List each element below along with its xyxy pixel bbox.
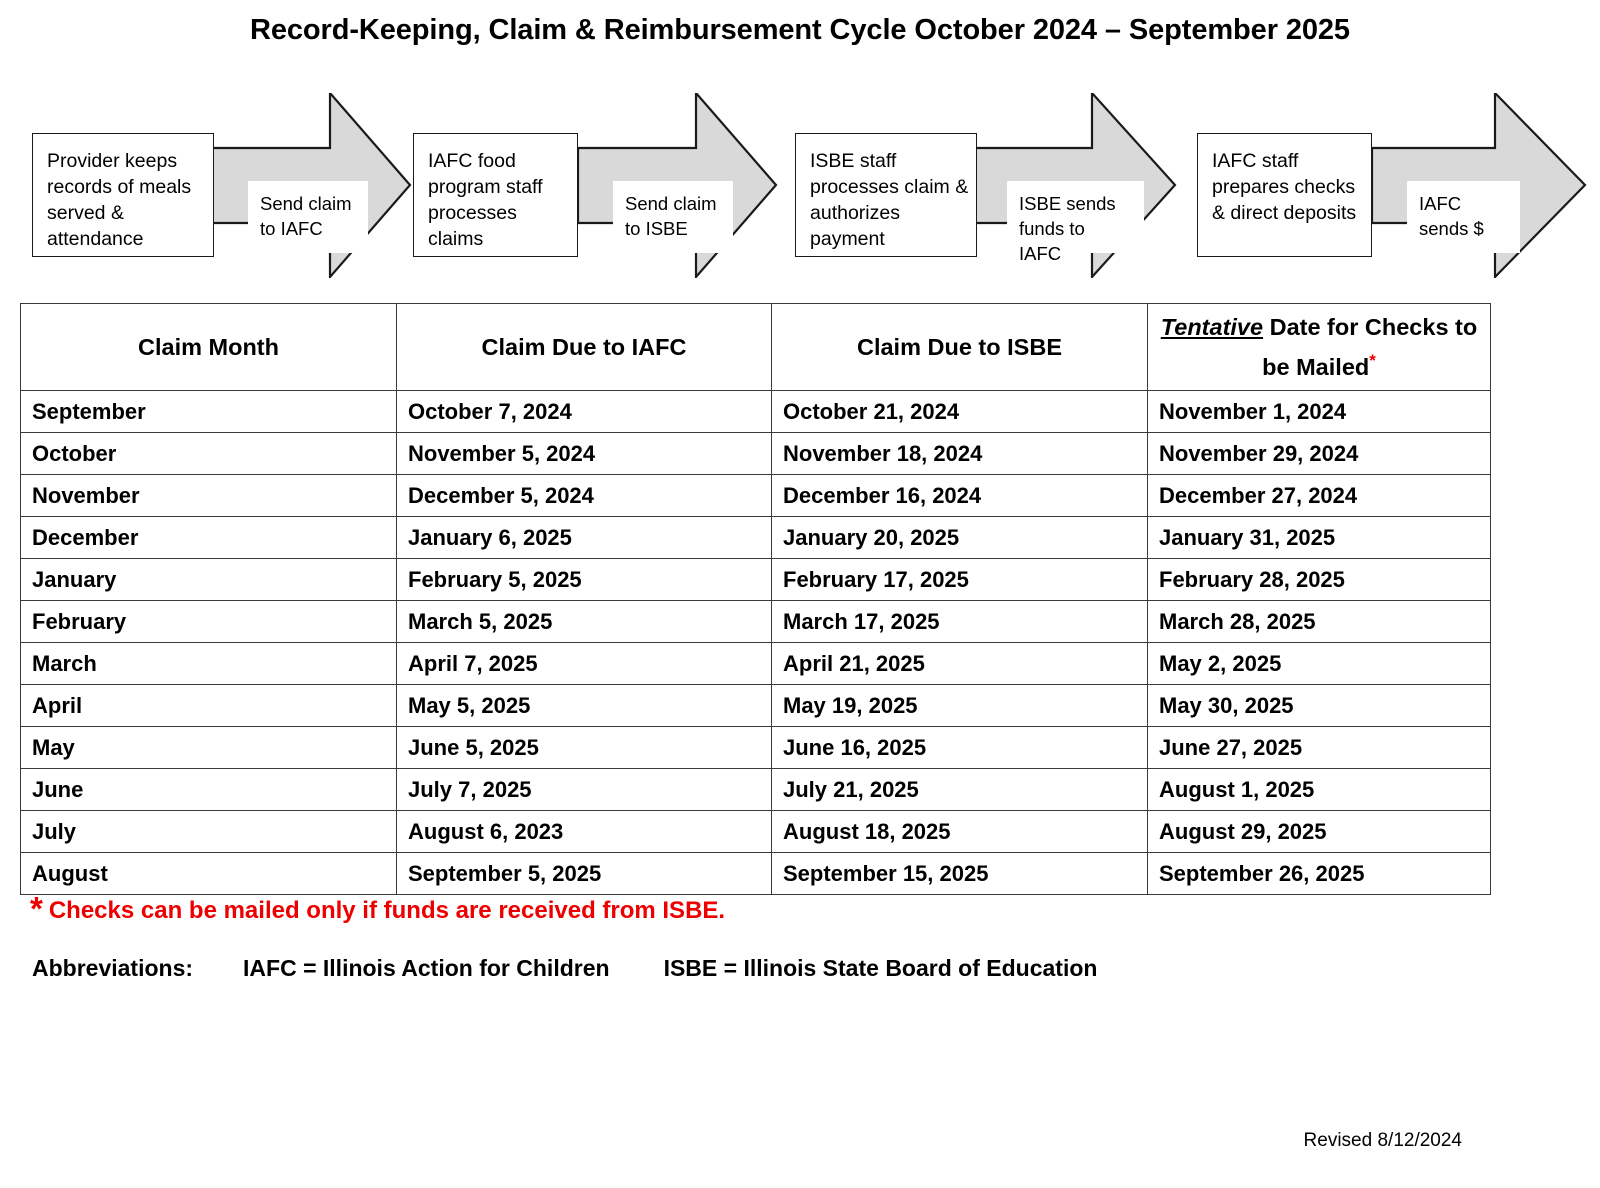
flow-arrow-1-label [248,181,368,253]
table-row [21,601,1491,643]
cell-claim-month: August [21,853,397,895]
flow-arrow-3-label [1007,181,1144,264]
table-row [21,811,1491,853]
flow-box-2 [413,133,578,257]
cell-check-date: March 28, 2025 [1148,601,1491,643]
revision-date: Revised 8/12/2024 [1303,1130,1462,1151]
checks-footnote-text: Checks can be mailed only if funds are received from ISBE. [48,897,726,924]
cell-due-isbe: November 18, 2024 [772,433,1148,475]
cell-due-iafc: February 5, 2025 [397,559,772,601]
flow-arrow-4-label [1407,181,1520,253]
column-header-due-isbe: Claim Due to ISBE [772,304,1148,391]
flow-stage-1 [32,85,412,285]
cell-due-iafc: March 5, 2025 [397,601,772,643]
tentative-emphasis: Tentative [1160,314,1264,341]
flow-stage-2 [413,85,793,285]
table-row [21,559,1491,601]
cell-due-iafc: May 5, 2025 [397,685,772,727]
cell-check-date: November 29, 2024 [1148,433,1491,475]
cell-due-isbe: March 17, 2025 [772,601,1148,643]
cell-due-iafc: April 7, 2025 [397,643,772,685]
cell-due-iafc: July 7, 2025 [397,769,772,811]
cell-claim-month: October [21,433,397,475]
table-row [21,475,1491,517]
abbreviations-label: Abbreviations: [32,955,194,981]
table-header-row [21,304,1491,391]
cell-claim-month: November [21,475,397,517]
cell-due-isbe: August 18, 2025 [772,811,1148,853]
cell-claim-month: March [21,643,397,685]
cell-claim-month: June [21,769,397,811]
flow-arrow-2-label [613,181,733,253]
cell-claim-month: July [21,811,397,853]
cell-check-date: August 29, 2025 [1148,811,1491,853]
cell-due-isbe: June 16, 2025 [772,727,1148,769]
claim-schedule-table [20,303,1491,895]
table-row [21,643,1491,685]
cell-due-isbe: October 21, 2024 [772,391,1148,433]
cell-due-isbe: February 17, 2025 [772,559,1148,601]
cell-claim-month: September [21,391,397,433]
flow-box-2-label: IAFC food program staff processes claims [428,150,543,250]
cell-due-iafc: November 5, 2024 [397,433,772,475]
table-body [21,391,1491,895]
cell-check-date: December 27, 2024 [1148,475,1491,517]
cell-due-iafc: December 5, 2024 [397,475,772,517]
table-row [21,433,1491,475]
column-header-claim-month: Claim Month [21,304,397,391]
abbreviation-isbe: ISBE = Illinois State Board of Education [663,955,1098,981]
cell-due-isbe: July 21, 2025 [772,769,1148,811]
abbreviation-iafc: IAFC = Illinois Action for Children [243,955,610,981]
cell-check-date: November 1, 2024 [1148,391,1491,433]
cell-due-iafc: January 6, 2025 [397,517,772,559]
cell-due-isbe: January 20, 2025 [772,517,1148,559]
cell-check-date: June 27, 2025 [1148,727,1491,769]
flow-box-1-label: Provider keeps records of meals served & attendance [47,150,192,250]
flow-arrow-3-text: ISBE sends funds to IAFC [1019,193,1116,264]
flow-stage-4 [1197,85,1600,285]
cell-due-isbe: April 21, 2025 [772,643,1148,685]
cell-check-date: May 2, 2025 [1148,643,1491,685]
flow-arrow-2-text: Send claim to ISBE [625,193,717,239]
flow-arrow-4-text: IAFC sends $ [1419,193,1484,239]
cell-claim-month: January [21,559,397,601]
flow-box-4 [1197,133,1372,257]
cell-check-date: August 1, 2025 [1148,769,1491,811]
checks-footnote [30,890,725,928]
cell-claim-month: May [21,727,397,769]
cell-check-date: September 26, 2025 [1148,853,1491,895]
cell-check-date: May 30, 2025 [1148,685,1491,727]
cell-due-isbe: September 15, 2025 [772,853,1148,895]
asterisk-icon: * [30,890,43,927]
flow-box-4-label: IAFC staff prepares checks & direct deposits [1212,150,1357,224]
cell-due-isbe: December 16, 2024 [772,475,1148,517]
cell-check-date: February 28, 2025 [1148,559,1491,601]
cell-due-isbe: May 19, 2025 [772,685,1148,727]
table-row [21,517,1491,559]
flow-arrow-1-text: Send claim to IAFC [260,193,352,239]
flow-box-1 [32,133,214,257]
flow-stage-3 [795,85,1195,285]
abbreviations-line [32,955,1097,982]
table-row [21,727,1491,769]
flow-box-3-label: ISBE staff processes claim & authorizes payment [810,150,969,250]
asterisk-marker-icon: * [1369,351,1376,371]
cell-due-iafc: September 5, 2025 [397,853,772,895]
process-flowchart [0,85,1600,285]
table-row [21,685,1491,727]
table-row [21,391,1491,433]
cell-due-iafc: June 5, 2025 [397,727,772,769]
cell-due-iafc: August 6, 2023 [397,811,772,853]
column-header-due-iafc: Claim Due to IAFC [397,304,772,391]
cell-due-iafc: October 7, 2024 [397,391,772,433]
column-header-check-date [1148,304,1491,391]
table-row [21,853,1491,895]
cell-check-date: January 31, 2025 [1148,517,1491,559]
cell-claim-month: February [21,601,397,643]
flow-box-3 [795,133,977,257]
cell-claim-month: December [21,517,397,559]
cell-claim-month: April [21,685,397,727]
check-date-header-rest: Date for Checks to be Mailed [1262,314,1478,380]
table-row [21,769,1491,811]
page-title: Record-Keeping, Claim & Reimbursement Cycle October 2024 – September 2025 [250,14,1350,46]
